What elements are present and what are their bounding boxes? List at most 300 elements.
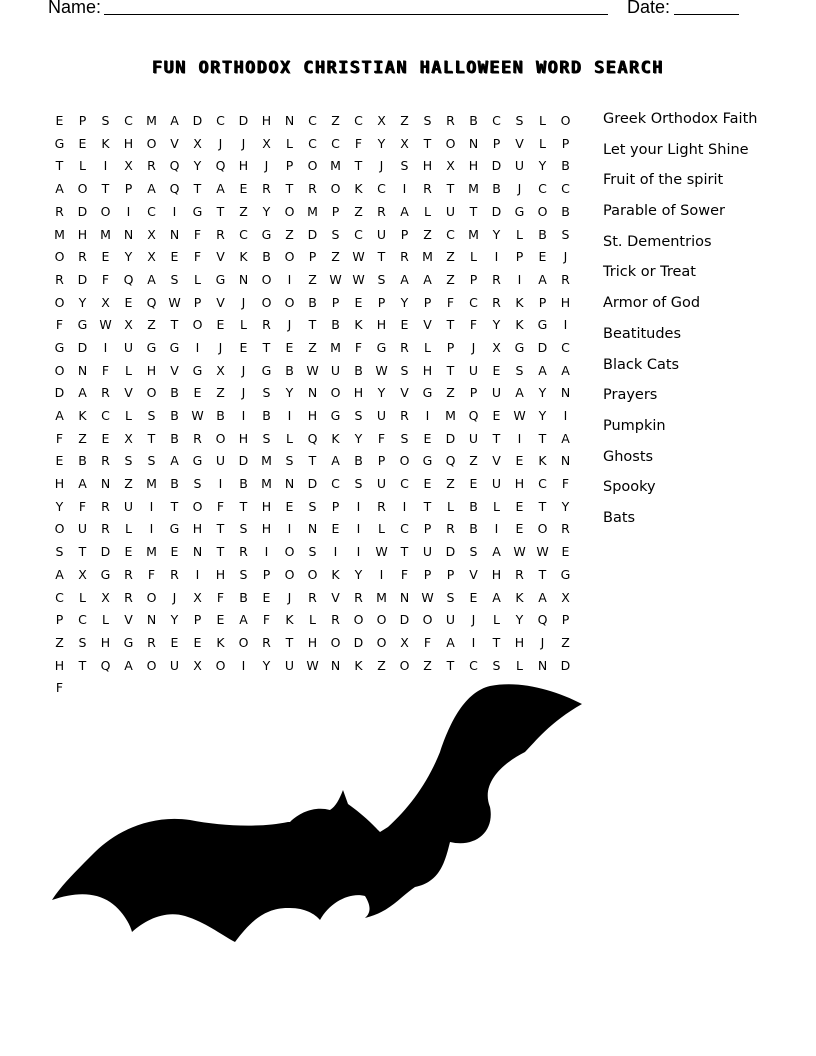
grid-letter[interactable]: M <box>330 158 341 174</box>
grid-letter[interactable]: B <box>239 589 248 605</box>
grid-letter[interactable]: J <box>517 181 522 197</box>
grid-letter[interactable]: J <box>218 339 223 355</box>
grid-letter[interactable]: K <box>216 634 225 650</box>
grid-letter[interactable]: T <box>147 430 156 446</box>
grid-letter[interactable]: L <box>378 521 385 537</box>
grid-letter[interactable]: E <box>469 476 478 492</box>
grid-letter[interactable]: A <box>170 113 179 129</box>
grid-letter[interactable]: J <box>471 612 476 628</box>
grid-letter[interactable]: F <box>55 430 64 446</box>
grid-letter[interactable]: C <box>101 408 110 424</box>
grid-letter[interactable]: Y <box>492 226 501 242</box>
grid-letter[interactable]: R <box>239 544 248 560</box>
grid-letter[interactable]: L <box>470 249 477 265</box>
grid-letter[interactable]: I <box>517 430 522 446</box>
grid-letter[interactable]: A <box>239 612 248 628</box>
grid-letter[interactable]: H <box>514 476 525 492</box>
grid-letter[interactable]: G <box>169 521 180 537</box>
grid-letter[interactable]: O <box>215 430 226 446</box>
grid-letter[interactable]: Y <box>492 317 501 333</box>
grid-letter[interactable]: V <box>124 385 133 401</box>
grid-letter[interactable]: A <box>55 408 64 424</box>
grid-letter[interactable]: P <box>423 294 432 310</box>
grid-letter[interactable]: E <box>515 453 524 469</box>
grid-letter[interactable]: T <box>469 203 478 219</box>
grid-letter[interactable]: H <box>353 385 364 401</box>
grid-letter[interactable]: N <box>307 521 318 537</box>
grid-letter[interactable]: T <box>170 317 179 333</box>
grid-letter[interactable]: G <box>560 566 571 582</box>
grid-letter[interactable]: U <box>77 521 88 537</box>
grid-letter[interactable]: H <box>192 521 203 537</box>
grid-letter[interactable]: U <box>514 158 525 174</box>
grid-letter[interactable]: T <box>101 181 110 197</box>
grid-letter[interactable]: F <box>354 135 363 151</box>
grid-letter[interactable]: C <box>308 113 317 129</box>
grid-letter[interactable]: U <box>376 226 387 242</box>
grid-letter[interactable]: L <box>102 612 109 628</box>
grid-letter[interactable]: J <box>241 294 246 310</box>
grid-letter[interactable]: G <box>100 566 111 582</box>
grid-letter[interactable]: N <box>77 362 88 378</box>
grid-letter[interactable]: Y <box>78 294 87 310</box>
grid-letter[interactable]: H <box>238 430 249 446</box>
grid-letter[interactable]: C <box>124 113 133 129</box>
grid-letter[interactable]: A <box>492 544 501 560</box>
grid-letter[interactable]: W <box>306 362 319 378</box>
grid-letter[interactable]: O <box>54 362 65 378</box>
grid-letter[interactable]: O <box>146 385 157 401</box>
grid-letter[interactable]: Z <box>308 339 317 355</box>
grid-letter[interactable]: M <box>146 113 157 129</box>
grid-letter[interactable]: K <box>538 453 547 469</box>
grid-letter[interactable]: Z <box>446 271 455 287</box>
grid-letter[interactable]: R <box>331 612 340 628</box>
grid-letter[interactable]: M <box>261 453 272 469</box>
grid-letter[interactable]: Z <box>331 249 340 265</box>
grid-letter[interactable]: R <box>377 203 386 219</box>
grid-letter[interactable]: D <box>54 385 65 401</box>
grid-letter[interactable]: O <box>215 657 226 673</box>
grid-letter[interactable]: C <box>400 476 409 492</box>
grid-letter[interactable]: T <box>78 657 87 673</box>
grid-letter[interactable]: H <box>560 294 571 310</box>
grid-letter[interactable]: C <box>492 113 501 129</box>
grid-letter[interactable]: A <box>400 271 409 287</box>
grid-letter[interactable]: F <box>216 498 225 514</box>
grid-letter[interactable]: B <box>469 521 478 537</box>
grid-letter[interactable]: W <box>168 294 181 310</box>
grid-letter[interactable]: T <box>55 158 64 174</box>
grid-letter[interactable]: C <box>354 113 363 129</box>
grid-letter[interactable]: L <box>240 317 247 333</box>
grid-letter[interactable]: G <box>123 634 134 650</box>
grid-letter[interactable]: K <box>515 294 524 310</box>
grid-letter[interactable]: J <box>287 589 292 605</box>
grid-letter[interactable]: E <box>400 317 409 333</box>
grid-letter[interactable]: S <box>308 544 317 560</box>
grid-letter[interactable]: X <box>78 566 87 582</box>
grid-letter[interactable]: S <box>354 476 363 492</box>
grid-letter[interactable]: T <box>239 498 248 514</box>
grid-letter[interactable]: K <box>354 317 363 333</box>
grid-letter[interactable]: D <box>307 476 318 492</box>
grid-letter[interactable]: G <box>422 385 433 401</box>
grid-letter[interactable]: M <box>422 249 433 265</box>
grid-letter[interactable]: U <box>468 430 479 446</box>
grid-letter[interactable]: S <box>147 408 156 424</box>
grid-letter[interactable]: L <box>539 113 546 129</box>
grid-letter[interactable]: P <box>423 521 432 537</box>
grid-letter[interactable]: I <box>379 566 384 582</box>
grid-letter[interactable]: I <box>356 521 361 537</box>
grid-letter[interactable]: A <box>538 589 547 605</box>
grid-letter[interactable]: H <box>491 566 502 582</box>
grid-letter[interactable]: I <box>471 634 476 650</box>
grid-letter[interactable]: R <box>400 339 409 355</box>
grid-letter[interactable]: E <box>193 385 202 401</box>
grid-letter[interactable]: C <box>216 113 225 129</box>
grid-letter[interactable]: C <box>400 521 409 537</box>
grid-letter[interactable]: S <box>331 226 340 242</box>
grid-letter[interactable]: G <box>192 453 203 469</box>
grid-letter[interactable]: Y <box>377 135 386 151</box>
grid-letter[interactable]: J <box>241 385 246 401</box>
grid-letter[interactable]: P <box>561 135 570 151</box>
grid-letter[interactable]: J <box>241 362 246 378</box>
grid-letter[interactable]: Y <box>354 430 363 446</box>
grid-letter[interactable]: B <box>331 317 340 333</box>
grid-letter[interactable]: F <box>193 249 202 265</box>
grid-letter[interactable]: R <box>55 203 64 219</box>
grid-letter[interactable]: I <box>517 271 522 287</box>
grid-letter[interactable]: Z <box>147 317 156 333</box>
grid-letter[interactable]: O <box>560 113 571 129</box>
grid-letter[interactable]: K <box>354 181 363 197</box>
grid-letter[interactable]: P <box>469 271 478 287</box>
grid-letter[interactable]: O <box>330 181 341 197</box>
grid-letter[interactable]: A <box>147 271 156 287</box>
grid-letter[interactable]: I <box>241 408 246 424</box>
grid-letter[interactable]: G <box>330 408 341 424</box>
grid-letter[interactable]: B <box>170 430 179 446</box>
grid-letter[interactable]: E <box>492 362 501 378</box>
grid-letter[interactable]: G <box>215 271 226 287</box>
grid-letter[interactable]: M <box>330 339 341 355</box>
grid-letter[interactable]: W <box>352 271 365 287</box>
grid-letter[interactable]: U <box>284 657 295 673</box>
grid-letter[interactable]: E <box>423 430 432 446</box>
grid-letter[interactable]: H <box>468 158 479 174</box>
grid-letter[interactable]: Q <box>468 408 479 424</box>
grid-letter[interactable]: J <box>563 249 568 265</box>
grid-letter[interactable]: T <box>285 181 294 197</box>
grid-letter[interactable]: Q <box>100 657 111 673</box>
grid-letter[interactable]: M <box>261 476 272 492</box>
grid-letter[interactable]: D <box>491 203 502 219</box>
grid-letter[interactable]: P <box>400 226 409 242</box>
grid-letter[interactable]: L <box>493 612 500 628</box>
grid-letter[interactable]: O <box>376 634 387 650</box>
grid-letter[interactable]: Z <box>285 226 294 242</box>
grid-letter[interactable]: W <box>375 544 388 560</box>
grid-letter[interactable]: I <box>356 544 361 560</box>
grid-letter[interactable]: U <box>123 339 134 355</box>
grid-letter[interactable]: S <box>469 544 478 560</box>
grid-letter[interactable]: I <box>241 657 246 673</box>
grid-letter[interactable]: O <box>307 566 318 582</box>
grid-letter[interactable]: W <box>513 544 526 560</box>
grid-letter[interactable]: A <box>216 181 225 197</box>
grid-letter[interactable]: W <box>99 317 112 333</box>
grid-letter[interactable]: C <box>308 135 317 151</box>
grid-letter[interactable]: U <box>468 362 479 378</box>
grid-letter[interactable]: E <box>55 113 64 129</box>
grid-letter[interactable]: N <box>537 657 548 673</box>
grid-letter[interactable]: X <box>147 249 156 265</box>
grid-letter[interactable]: E <box>492 408 501 424</box>
grid-letter[interactable]: R <box>308 589 317 605</box>
grid-letter[interactable]: G <box>169 339 180 355</box>
grid-letter[interactable]: O <box>399 453 410 469</box>
grid-letter[interactable]: N <box>560 385 571 401</box>
grid-letter[interactable]: S <box>262 385 271 401</box>
grid-letter[interactable]: N <box>123 226 134 242</box>
grid-letter[interactable]: Z <box>400 113 409 129</box>
grid-letter[interactable]: D <box>192 113 203 129</box>
grid-letter[interactable]: W <box>191 408 204 424</box>
grid-letter[interactable]: B <box>285 362 294 378</box>
grid-letter[interactable]: S <box>515 113 524 129</box>
grid-letter[interactable]: I <box>172 203 177 219</box>
grid-letter[interactable]: W <box>421 589 434 605</box>
grid-letter[interactable]: A <box>515 385 524 401</box>
grid-letter[interactable]: G <box>77 317 88 333</box>
grid-letter[interactable]: R <box>78 249 87 265</box>
grid-letter[interactable]: O <box>100 203 111 219</box>
grid-letter[interactable]: S <box>78 634 87 650</box>
grid-letter[interactable]: Z <box>354 203 363 219</box>
grid-letter[interactable]: Y <box>170 612 179 628</box>
grid-letter[interactable]: I <box>126 203 131 219</box>
grid-letter[interactable]: X <box>262 135 271 151</box>
grid-letter[interactable]: S <box>101 113 110 129</box>
grid-letter[interactable]: G <box>422 453 433 469</box>
grid-letter[interactable]: B <box>469 498 478 514</box>
grid-letter[interactable]: U <box>376 476 387 492</box>
grid-letter[interactable]: V <box>400 385 409 401</box>
grid-letter[interactable]: A <box>423 271 432 287</box>
grid-letter[interactable]: L <box>125 521 132 537</box>
grid-letter[interactable]: B <box>561 158 570 174</box>
grid-letter[interactable]: X <box>492 339 501 355</box>
grid-letter[interactable]: T <box>446 362 455 378</box>
grid-letter[interactable]: X <box>446 158 455 174</box>
grid-letter[interactable]: O <box>54 294 65 310</box>
grid-letter[interactable]: O <box>238 634 249 650</box>
grid-letter[interactable]: S <box>55 544 64 560</box>
grid-letter[interactable]: C <box>446 226 455 242</box>
grid-letter[interactable]: I <box>402 498 407 514</box>
grid-letter[interactable]: Z <box>561 634 570 650</box>
grid-letter[interactable]: E <box>170 634 179 650</box>
grid-letter[interactable]: E <box>239 181 248 197</box>
grid-letter[interactable]: N <box>284 476 295 492</box>
grid-letter[interactable]: E <box>170 249 179 265</box>
grid-letter[interactable]: H <box>422 158 433 174</box>
grid-letter[interactable]: T <box>216 521 225 537</box>
grid-letter[interactable]: I <box>103 158 108 174</box>
grid-letter[interactable]: C <box>469 657 478 673</box>
grid-letter[interactable]: R <box>216 226 225 242</box>
grid-letter[interactable]: I <box>218 476 223 492</box>
grid-letter[interactable]: X <box>101 294 110 310</box>
grid-letter[interactable]: N <box>399 589 410 605</box>
grid-letter[interactable]: B <box>170 476 179 492</box>
grid-letter[interactable]: N <box>192 544 203 560</box>
grid-letter[interactable]: H <box>215 566 226 582</box>
grid-letter[interactable]: L <box>286 430 293 446</box>
grid-letter[interactable]: A <box>78 476 87 492</box>
grid-letter[interactable]: Y <box>377 385 386 401</box>
grid-letter[interactable]: N <box>146 612 157 628</box>
grid-letter[interactable]: S <box>285 453 294 469</box>
grid-letter[interactable]: Z <box>423 657 432 673</box>
grid-letter[interactable]: Z <box>423 226 432 242</box>
grid-letter[interactable]: H <box>238 158 249 174</box>
grid-letter[interactable]: T <box>423 498 432 514</box>
grid-letter[interactable]: E <box>239 339 248 355</box>
grid-letter[interactable]: U <box>445 612 456 628</box>
grid-letter[interactable]: U <box>491 476 502 492</box>
grid-letter[interactable]: Y <box>55 498 64 514</box>
grid-letter[interactable]: H <box>77 226 88 242</box>
grid-letter[interactable]: O <box>353 612 364 628</box>
grid-letter[interactable]: E <box>538 249 547 265</box>
grid-letter[interactable]: P <box>308 249 317 265</box>
grid-letter[interactable]: B <box>78 453 87 469</box>
grid-letter[interactable]: I <box>563 317 568 333</box>
grid-letter[interactable]: P <box>331 294 340 310</box>
grid-letter[interactable]: C <box>78 612 87 628</box>
grid-letter[interactable]: Q <box>169 181 180 197</box>
grid-letter[interactable]: C <box>331 476 340 492</box>
grid-letter[interactable]: X <box>216 362 225 378</box>
grid-letter[interactable]: O <box>146 589 157 605</box>
grid-letter[interactable]: O <box>537 203 548 219</box>
grid-letter[interactable]: C <box>239 226 248 242</box>
grid-letter[interactable]: W <box>536 544 549 560</box>
grid-letter[interactable]: R <box>124 566 133 582</box>
grid-letter[interactable]: C <box>331 135 340 151</box>
grid-letter[interactable]: D <box>100 544 111 560</box>
grid-letter[interactable]: P <box>193 612 202 628</box>
grid-letter[interactable]: K <box>354 657 363 673</box>
grid-letter[interactable]: E <box>216 317 225 333</box>
grid-letter[interactable]: U <box>376 408 387 424</box>
grid-letter[interactable]: X <box>147 226 156 242</box>
grid-letter[interactable]: Q <box>123 271 134 287</box>
grid-letter[interactable]: K <box>515 589 524 605</box>
grid-letter[interactable]: Q <box>146 294 157 310</box>
grid-letter[interactable]: A <box>124 657 133 673</box>
grid-letter[interactable]: S <box>147 453 156 469</box>
grid-letter[interactable]: Y <box>262 657 271 673</box>
grid-letter[interactable]: I <box>494 249 499 265</box>
grid-letter[interactable]: U <box>330 362 341 378</box>
grid-letter[interactable]: T <box>285 634 294 650</box>
grid-letter[interactable]: W <box>329 271 342 287</box>
grid-letter[interactable]: V <box>216 294 225 310</box>
grid-letter[interactable]: G <box>537 317 548 333</box>
grid-letter[interactable]: H <box>376 317 387 333</box>
grid-letter[interactable]: T <box>354 158 363 174</box>
grid-letter[interactable]: R <box>101 498 110 514</box>
grid-letter[interactable]: Y <box>538 158 547 174</box>
grid-letter[interactable]: K <box>239 249 248 265</box>
grid-letter[interactable]: G <box>261 226 272 242</box>
grid-letter[interactable]: C <box>377 181 386 197</box>
grid-letter[interactable]: V <box>469 566 478 582</box>
grid-letter[interactable]: R <box>400 249 409 265</box>
grid-letter[interactable]: O <box>537 521 548 537</box>
grid-letter[interactable]: O <box>77 181 88 197</box>
grid-letter[interactable]: Z <box>308 271 317 287</box>
grid-letter[interactable]: O <box>445 135 456 151</box>
grid-letter[interactable]: O <box>54 249 65 265</box>
grid-letter[interactable]: K <box>78 408 87 424</box>
grid-letter[interactable]: R <box>423 181 432 197</box>
grid-letter[interactable]: P <box>285 158 294 174</box>
grid-letter[interactable]: B <box>170 385 179 401</box>
grid-letter[interactable]: R <box>400 408 409 424</box>
grid-letter[interactable]: B <box>262 249 271 265</box>
grid-letter[interactable]: E <box>101 249 110 265</box>
grid-letter[interactable]: V <box>170 135 179 151</box>
grid-letter[interactable]: B <box>239 476 248 492</box>
grid-letter[interactable]: O <box>261 271 272 287</box>
grid-letter[interactable]: X <box>193 589 202 605</box>
grid-letter[interactable]: P <box>446 339 455 355</box>
grid-letter[interactable]: D <box>77 339 88 355</box>
grid-letter[interactable]: Q <box>537 612 548 628</box>
grid-letter[interactable]: R <box>377 498 386 514</box>
grid-letter[interactable]: U <box>169 657 180 673</box>
grid-letter[interactable]: F <box>262 612 271 628</box>
grid-letter[interactable]: B <box>469 113 478 129</box>
grid-letter[interactable]: I <box>563 408 568 424</box>
grid-letter[interactable]: O <box>146 135 157 151</box>
grid-letter[interactable]: U <box>445 203 456 219</box>
grid-letter[interactable]: S <box>400 158 409 174</box>
grid-letter[interactable]: J <box>218 135 223 151</box>
grid-letter[interactable]: R <box>147 634 156 650</box>
grid-letter[interactable]: H <box>261 113 272 129</box>
grid-letter[interactable]: S <box>400 430 409 446</box>
grid-letter[interactable]: L <box>125 362 132 378</box>
grid-letter[interactable]: F <box>354 339 363 355</box>
grid-letter[interactable]: T <box>400 544 409 560</box>
grid-letter[interactable]: J <box>540 634 545 650</box>
grid-letter[interactable]: X <box>377 113 386 129</box>
grid-letter[interactable]: R <box>262 317 271 333</box>
grid-letter[interactable]: R <box>492 271 501 287</box>
grid-letter[interactable]: G <box>192 362 203 378</box>
grid-letter[interactable]: L <box>79 589 86 605</box>
grid-letter[interactable]: S <box>377 271 386 287</box>
grid-letter[interactable]: O <box>422 612 433 628</box>
grid-letter[interactable]: H <box>307 634 318 650</box>
